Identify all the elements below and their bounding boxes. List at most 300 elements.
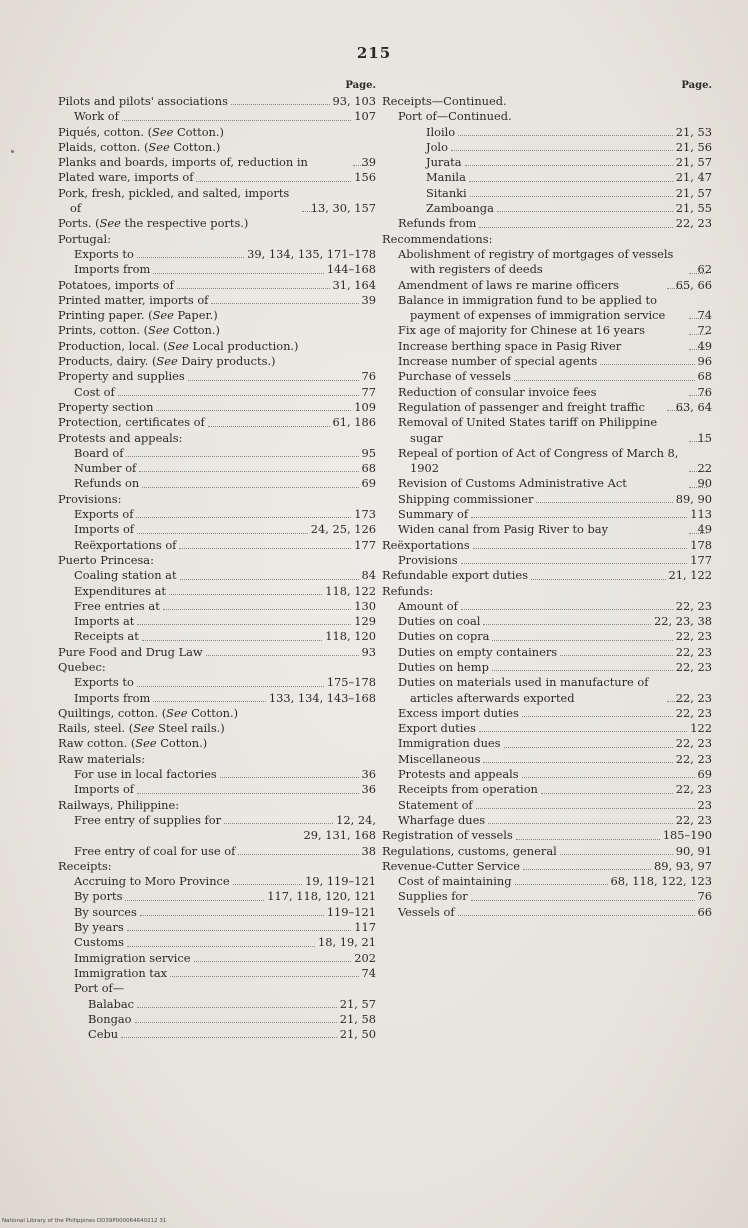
entry-pages: 130 [354,598,376,613]
entry-pages: 118, 120 [325,629,376,644]
entry-term: Puerto Princesa: [58,552,154,567]
entry-term: Rails, steel. (See Steel rails.) [58,721,225,736]
entry-pages: 185–190 [662,828,712,843]
entry-term: Revision of Customs Administrative Act [398,476,627,491]
index-entry [382,415,712,446]
entry-term: Jurata [426,155,462,170]
index-entry [58,935,376,950]
dot-leader [153,701,266,702]
index-entry [58,369,376,384]
index-entry [58,216,376,231]
entry-term: Reduction of consular invoice fees [398,384,597,399]
entry-term: Printed matter, imports of [58,292,209,307]
entry-term: Revenue-Cutter Service [382,858,520,873]
index-entry [58,614,376,629]
index-entry [58,844,376,859]
entry-term: Refunds from [398,216,477,231]
index-entry [58,951,376,966]
dot-leader [233,884,302,885]
entry-pages: 109 [354,399,376,414]
entry-term: Increase berthing space in Pasig River [398,338,622,353]
dot-leader [118,395,359,396]
left-entries [58,94,376,1042]
index-entry [58,798,376,813]
dot-leader [560,655,673,656]
entry-pages: 117 [354,920,376,935]
dot-leader [188,380,359,381]
entry-pages: 122 [690,721,712,736]
dot-leader [177,288,330,289]
index-entry [382,844,712,859]
dot-leader [471,517,687,518]
entry-term: Purchase of vessels [398,369,511,384]
index-entry [58,920,376,935]
entry-pages: 84 [361,568,376,583]
index-entry [382,446,712,477]
entry-term: Amendment of laws re marine officers [398,277,620,292]
index-entry [382,782,712,797]
entry-term: Expenditures at [74,583,166,598]
entry-pages: 21, 57 [675,185,712,200]
entry-pages: 89, 93, 97 [654,858,712,873]
entry-term: Duties on copra [398,629,490,644]
scan-footer: National Library of the Philippines DD39P000064640212 31 [2,1218,167,1224]
entry-term: By years [74,920,124,935]
index-entry [382,369,712,384]
index-entry [58,905,376,920]
entry-term: Free entry of supplies for [74,812,222,827]
index-entry [382,323,712,338]
entry-pages: 113 [690,507,712,522]
entry-pages: 93, 103 [332,94,376,108]
entry-term: Plaids, cotton. (See Cotton.) [58,139,221,154]
index-entry [58,125,376,140]
entry-pages: 22 [697,461,712,476]
dot-leader [600,364,694,365]
entry-term: Duties on coal [398,614,481,629]
index-entry [58,813,376,828]
entry-term: Printing paper. (See Paper.) [58,308,218,323]
ink-spot [11,150,14,153]
dot-leader [451,150,673,151]
index-entry [58,354,376,369]
dot-leader [458,135,673,136]
dot-leader [196,181,351,182]
entry-pages: 96 [697,354,712,369]
entry-term: Protests and appeals: [58,430,183,445]
dot-leader [142,640,322,641]
entry-term: Imports from [74,690,151,705]
entry-term: Ports. (See the respective ports.) [58,216,249,231]
entry-term: Sitanki [426,185,467,200]
index-entry [382,706,712,721]
index-entry [58,629,376,644]
entry-pages: 36 [361,767,376,782]
dot-leader [224,823,333,824]
entry-pages: 93 [361,644,376,659]
entry-pages: 22, 23 [675,644,712,659]
entry-term: Bongao [88,1011,132,1026]
entry-term: Increase number of special agents [398,354,598,369]
dot-leader [127,930,352,931]
index-entry [382,201,712,216]
index-entry [382,400,712,415]
dot-leader [461,609,673,610]
index-entry [382,568,712,583]
entry-pages: 15 [697,430,712,445]
entry-pages: 22, 23, 38 [654,614,712,629]
entry-term: Pure Food and Drug Law [58,644,203,659]
index-entry [58,186,376,217]
entry-pages: 68 [697,369,712,384]
entry-pages: 21, 53 [675,124,712,139]
entry-pages: 23 [697,797,712,812]
dot-leader [211,303,358,304]
index-entry [58,997,376,1012]
dot-leader [516,839,660,840]
index-entry [382,339,712,354]
index-entry [382,889,712,904]
entry-term: Port of—Continued. [398,109,512,124]
dot-leader [140,915,324,916]
entry-pages: 21, 57 [339,996,376,1011]
entry-term: Imports from [74,262,151,277]
entry-term: Duties on hemp [398,659,489,674]
index-entry [58,966,376,981]
dot-leader [231,104,330,105]
entry-pages: 22, 23 [675,216,712,231]
dot-leader [483,624,651,625]
right-entries [382,94,712,920]
entry-pages: 22, 23 [675,690,712,705]
entry-pages: 18, 19, 21 [318,935,376,950]
entry-pages: 95 [361,445,376,460]
entry-pages: 68, 118, 122, 123 [610,874,712,889]
index-entry [58,431,376,446]
index-entry [382,675,712,706]
entry-pages: 129 [354,614,376,629]
entry-term: Excess import duties [398,705,519,720]
entry-term: Pilots and pilots' associations [58,94,228,108]
index-entry [58,859,376,874]
entry-term: Protests and appeals [398,767,519,782]
entry-pages: 31, 164 [332,277,376,292]
index-entry [58,767,376,782]
index-entry [58,660,376,675]
entry-term: Immigration service [74,950,191,965]
index-entry [382,905,712,920]
entry-term: Provisions: [58,491,122,506]
dot-leader [137,257,244,258]
entry-pages: 21, 50 [339,1027,376,1042]
entry-term: Receipts from operation [398,782,538,797]
dot-leader [492,640,672,641]
entry-term: Accruing to Moro Province [74,874,230,889]
dot-leader [523,869,651,870]
entry-term: By ports [74,889,123,904]
index-entry [58,170,376,185]
entry-term: Imports of [74,522,135,537]
entry-term: Potatoes, imports of [58,277,174,292]
entry-term: Imports at [74,614,135,629]
dot-leader [156,410,351,411]
index-entry [58,308,376,323]
index-entry [58,109,376,124]
index-entry [58,339,376,354]
entry-term: Vessels of [398,904,455,919]
index-entry [382,584,712,599]
dot-leader [220,777,359,778]
dot-leader [514,380,695,381]
entry-term: Products, dairy. (See Dairy products.) [58,354,276,369]
entry-term: Quebec: [58,659,106,674]
left-column [58,80,376,1042]
dot-leader [470,196,673,197]
dot-leader [136,517,351,518]
index-entry [382,155,712,170]
dot-leader [492,670,673,671]
index-entry [58,476,376,491]
index-entry [382,385,712,400]
entry-term: Planks and boards, imports of, reduction in [58,155,308,170]
entry-pages: 19, 119–121 [305,874,376,889]
index-entry [382,629,712,644]
index-entry [58,415,376,430]
dot-leader [238,854,358,855]
entry-term: Pork, fresh, pickled, and salted, imports of [58,185,290,216]
page-number: 215 [356,44,392,62]
entry-pages: 107 [354,109,376,124]
entry-pages: 72 [697,323,712,338]
dot-leader [135,1022,337,1023]
entry-term: Receipts at [74,629,139,644]
dot-leader [536,502,672,503]
dot-leader [522,716,673,717]
index-entry [382,522,712,537]
entry-term: Balabac [88,996,135,1011]
entry-pages: 69 [361,476,376,491]
index-entry [58,828,376,843]
entry-term: Raw cotton. (See Cotton.) [58,736,208,751]
index-entry [58,446,376,461]
entry-pages: 22, 23 [675,751,712,766]
right-page-header: Page. [681,80,712,91]
entry-pages: 22, 23 [675,598,712,613]
entry-term: Balance in immigration fund to be applied to payment of expenses of immigration service [398,292,666,323]
dot-leader [169,594,322,595]
entry-term: Number of [74,461,137,476]
index-entry [58,752,376,767]
entry-pages: 39, 134, 135, 171–178 [247,246,376,261]
index-entry [382,354,712,369]
entry-pages: 119–121 [326,904,376,919]
index-entry [382,553,712,568]
index-entry [382,874,712,889]
index-entry [58,584,376,599]
entry-pages: 175–178 [326,675,376,690]
entry-term: Receipts—Continued. [382,94,507,108]
index-entry [382,109,712,124]
entry-pages: 68 [361,461,376,476]
entry-pages: 89, 90 [675,491,712,506]
entry-pages: 49 [697,522,712,537]
dot-leader [206,655,359,656]
entry-term: Protection, certificates of [58,415,205,430]
index-entry [382,645,712,660]
index-entry [382,94,712,109]
dot-leader [488,823,673,824]
entry-term: Exports to [74,675,134,690]
entry-pages: 38 [361,843,376,858]
entry-term: Widen canal from Pasig River to bay [398,522,609,537]
entry-term: Provisions [398,552,458,567]
index-entry [58,691,376,706]
dot-leader [560,854,673,855]
index-entry [58,553,376,568]
entry-pages: 21, 55 [675,201,712,216]
dot-leader [461,563,688,564]
index-entry [382,247,712,278]
entry-term: Property and supplies [58,369,185,384]
entry-term: Zamboanga [426,201,494,216]
index-entry [58,278,376,293]
entry-pages: 202 [354,950,376,965]
entry-pages: 21, 122 [668,568,712,583]
entry-pages: 74 [697,308,712,323]
entry-term: Production, local. (See Local production.) [58,338,299,353]
entry-term: Statement of [398,797,473,812]
dot-leader [208,426,330,427]
entry-term: By sources [74,904,137,919]
index-entry [58,492,376,507]
entry-pages: 21, 47 [675,170,712,185]
index-entry [382,752,712,767]
dot-leader [471,900,695,901]
entry-term: Wharfage dues [398,812,486,827]
entry-term: Plated ware, imports of [58,170,194,185]
index-entry [58,94,376,109]
entry-term: Manila [426,170,466,185]
entry-pages: 29, 131, 168 [303,828,376,843]
entry-term: Coaling station at [74,568,177,583]
index-entry [382,232,712,247]
dot-leader [504,747,673,748]
dot-leader [121,1037,337,1038]
entry-term: Reëxportations [382,537,470,552]
entry-term: Duties on materials used in manufacture of articles afterwards exported [398,675,649,705]
entry-term: Work of [74,109,119,124]
entry-pages: 74 [361,965,376,980]
dot-leader [153,273,324,274]
entry-pages: 22, 23 [675,782,712,797]
dot-leader [515,884,608,885]
index-entry [58,981,376,996]
entry-pages: 39 [361,292,376,307]
dot-leader [541,793,673,794]
entry-term: Repeal of portion of Act of Congress of March 8, 1902 [398,445,679,476]
entry-term: Free entries at [74,598,160,613]
index-entry [382,507,712,522]
entry-term: Supplies for [398,889,468,904]
entry-pages: 90, 91 [675,843,712,858]
index-entry [382,293,712,324]
index-entry [58,232,376,247]
entry-term: Cost of [74,384,115,399]
entry-term: Removal of United States tariff on Philippine sugar [398,415,658,445]
index-entry [382,660,712,675]
entry-term: Regulations, customs, general [382,843,557,858]
entry-term: Refunds: [382,583,434,598]
entry-pages: 65, 66 [675,277,712,292]
entry-pages: 22, 23 [675,659,712,674]
entry-pages: 177 [690,552,712,567]
entry-pages: 77 [361,384,376,399]
entry-pages: 69 [697,767,712,782]
entry-term: Port of— [74,981,125,996]
index-entry [382,492,712,507]
entry-term: Railways, Philippine: [58,797,180,812]
entry-term: Reëxportations of [74,537,177,552]
dot-leader [137,1007,337,1008]
entry-term: For use in local factories [74,767,217,782]
dot-leader [137,624,351,625]
index-entry [382,736,712,751]
entry-term: Shipping commissioner [398,491,534,506]
entry-pages: 117, 118, 120, 121 [267,889,376,904]
entry-term: Immigration dues [398,736,501,751]
dot-leader [142,487,358,488]
left-page-header: Page. [345,80,376,91]
entry-term: Miscellaneous [398,751,481,766]
dot-leader [473,548,688,549]
entry-term: Raw materials: [58,751,146,766]
index-entry [382,828,712,843]
index-entry [382,767,712,782]
index-entry [58,507,376,522]
entry-term: Refundable export duties [382,568,528,583]
entry-pages: 21, 58 [339,1011,376,1026]
entry-pages: 133, 134, 143–168 [268,690,376,705]
index-entry [382,125,712,140]
entry-pages: 76 [361,369,376,384]
index-entry [382,476,712,491]
entry-term: Quiltings, cotton. (See Cotton.) [58,705,239,720]
index-entry [58,568,376,583]
index-entry [382,140,712,155]
index-entry [58,889,376,904]
entry-term: Fix age of majority for Chinese at 16 years [398,323,645,338]
index-entry [382,813,712,828]
dot-leader [137,533,308,534]
index-entry [58,140,376,155]
index-entry [58,323,376,338]
entry-pages: 21, 56 [675,139,712,154]
dot-leader [163,609,351,610]
entry-pages: 63, 64 [675,399,712,414]
index-entry [382,278,712,293]
index-entry [58,155,376,170]
entry-pages: 12, 24, [336,812,376,827]
dot-leader [194,961,352,962]
index-entry [58,1027,376,1042]
entry-pages: 22, 23 [675,705,712,720]
index-entry [58,675,376,690]
entry-pages: 76 [697,889,712,904]
dot-leader [137,686,324,687]
entry-term: Amount of [398,598,458,613]
entry-term: Immigration tax [74,965,168,980]
dot-leader [170,976,358,977]
